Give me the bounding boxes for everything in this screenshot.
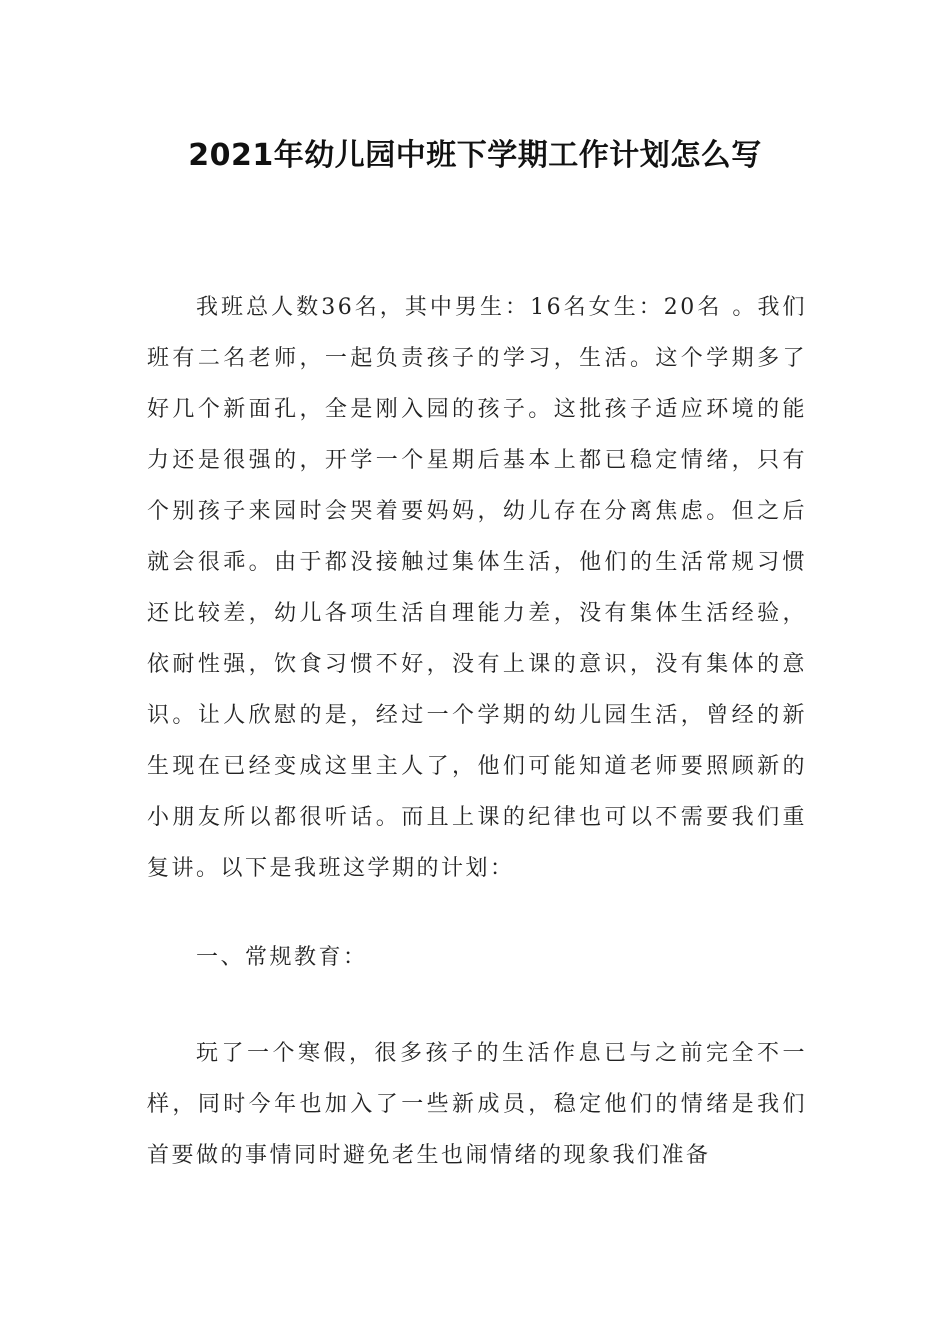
- intro-paragraph: 我班总人数36名，其中男生：16名女生：20名 。我们班有二名老师，一起负责孩子的学习，生活。这个学期多了好几个新面孔，全是刚入园的孩子。这批孩子适应环境的能力还是很强的，开学一个星期后基本上都已稳定情绪，只有个别孩子来园时会哭着要妈妈，幼儿存在分离焦虑。但之后就会很乖。由于都没接触过集体生活，他们的生活常规习惯还比较差，幼儿各项生活自理能力差，没有集体生活经验，依耐性强，饮食习惯不好，没有上课的意识，没有集体的意识。让人欣慰的是，经过一个学期的幼儿园生活，曾经的新生现在已经变成这里主人了，他们可能知道老师要照顾新的小朋友所以都很听话。而且上课的纪律也可以不需要我们重复讲。以下是我班这学期的计划：: [147, 295, 807, 881]
- document-title: 2021年幼儿园中班下学期工作计划怎么写: [188, 138, 762, 173]
- section-heading-routine-education: 一、常规教育：: [196, 945, 368, 970]
- routine-education-paragraph: 玩了一个寒假，很多孩子的生活作息已与之前完全不一样，同时今年也加入了一些新成员，稳定他们的情绪是我们首要做的事情同时避免老生也闹情绪的现象我们准备: [147, 1041, 807, 1168]
